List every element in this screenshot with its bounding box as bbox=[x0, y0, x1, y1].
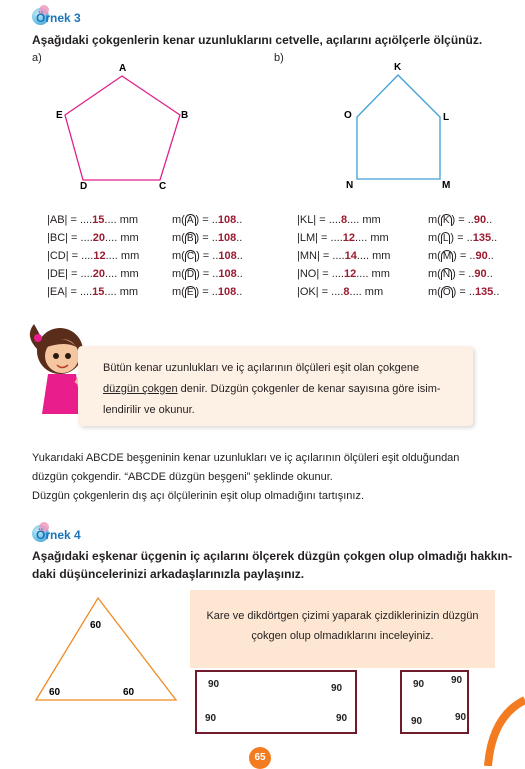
angle-prefix: m( bbox=[172, 214, 185, 226]
fill-dots: .... bbox=[356, 268, 369, 280]
side-value: 12 bbox=[93, 250, 106, 262]
fill-dots: .. bbox=[469, 250, 476, 262]
fill-dots: .... bbox=[356, 250, 370, 262]
angle-letter: C bbox=[186, 251, 195, 262]
side-measure-row bbox=[297, 283, 390, 301]
fill-dots: .... bbox=[347, 214, 360, 226]
fill-dots: .... bbox=[349, 286, 362, 298]
angle-measure-row bbox=[428, 265, 499, 283]
side-measure-row bbox=[297, 247, 390, 265]
angle-measure-row bbox=[428, 283, 499, 301]
example-3-badge bbox=[36, 11, 81, 25]
rectangle-drawing bbox=[195, 670, 357, 734]
side-measure-row bbox=[297, 229, 390, 247]
side-label: |KL| = bbox=[297, 214, 329, 226]
angle-prefix: m( bbox=[172, 232, 185, 244]
fill-dots: .... bbox=[330, 232, 343, 244]
vertex-A: A bbox=[119, 63, 127, 74]
example-4-heading bbox=[32, 547, 512, 583]
fill-dots: .... bbox=[105, 232, 118, 244]
side-unit: mm bbox=[361, 286, 384, 298]
angle-measure-row bbox=[428, 247, 499, 265]
angle-value: 90 bbox=[475, 250, 488, 262]
paragraph-line3: Düzgün çokgenlerin dış açı ölçülerinin eşit olup olmadığını tartışınız. bbox=[32, 490, 365, 502]
angle-letter: L bbox=[442, 233, 449, 244]
angle-suffix: ) = bbox=[195, 286, 212, 298]
angle-value: 108 bbox=[217, 214, 237, 226]
angle-letter: A bbox=[186, 215, 194, 226]
angle-value: 90 bbox=[474, 268, 487, 280]
fill-dots: .... bbox=[328, 214, 341, 226]
angle-suffix: ) = bbox=[453, 250, 470, 262]
example-4-title: Örnek 4 bbox=[36, 528, 81, 542]
vertex-L: L bbox=[443, 112, 450, 123]
fill-dots: .. bbox=[212, 250, 219, 262]
side-value: 12 bbox=[344, 268, 357, 280]
page-number: 65 bbox=[249, 747, 271, 769]
angle-measure-row bbox=[172, 211, 243, 229]
rectangle-angle-4: 90 bbox=[336, 713, 348, 724]
angle-value: 108 bbox=[218, 268, 237, 280]
angle-suffix: ) = bbox=[195, 232, 212, 244]
pentagon-shape bbox=[65, 76, 180, 180]
triangle-angle-top: 60 bbox=[90, 620, 102, 631]
fill-dots: .... bbox=[80, 268, 93, 280]
polygon2-shape bbox=[357, 75, 440, 179]
angle-letter: K bbox=[442, 215, 450, 226]
angle-measure-row bbox=[172, 283, 243, 301]
vertex-D: D bbox=[80, 181, 88, 192]
fill-dots: .. bbox=[236, 250, 243, 262]
fill-dots: .. bbox=[212, 268, 219, 280]
fill-dots: .. bbox=[236, 232, 243, 244]
side-unit: mm bbox=[117, 232, 139, 244]
angle-value: 135 bbox=[474, 286, 494, 298]
square-drawing bbox=[400, 670, 469, 734]
angle-value: 135 bbox=[472, 232, 492, 244]
fill-dots: .... bbox=[331, 268, 344, 280]
angle-prefix: m( bbox=[428, 286, 441, 298]
side-measure-row bbox=[47, 247, 139, 265]
side-value: 12 bbox=[342, 232, 356, 244]
side-unit: mm bbox=[369, 250, 391, 262]
angle-letter: O bbox=[442, 287, 451, 298]
fill-dots: .... bbox=[355, 232, 368, 244]
pentagon-sides-list bbox=[47, 211, 139, 301]
square-angle-4: 90 bbox=[455, 712, 467, 723]
definition-box bbox=[78, 346, 473, 426]
fill-dots: .... bbox=[81, 250, 94, 262]
angle-letter: B bbox=[186, 233, 194, 244]
angle-letter: M bbox=[442, 251, 452, 262]
triangle-shape bbox=[36, 598, 176, 700]
definition-line1: Bütün kenar uzunlukları ve iç açılarının ölçüleri eşit olan çokgene bbox=[103, 362, 420, 374]
vertex-N: N bbox=[346, 180, 354, 191]
definition-term: düzgün çokgen bbox=[103, 383, 178, 395]
angle-measure-row bbox=[172, 265, 243, 283]
fill-dots: .. bbox=[211, 214, 218, 226]
fill-dots: .. bbox=[493, 286, 500, 298]
example-4-badge bbox=[36, 528, 81, 542]
side-label: |MN| = bbox=[297, 250, 333, 262]
side-unit: mm bbox=[116, 286, 139, 298]
fill-dots: .. bbox=[468, 286, 475, 298]
vertex-M: M bbox=[442, 180, 451, 191]
vertex-K: K bbox=[394, 62, 402, 73]
polygon2-figure bbox=[340, 58, 460, 198]
corner-decoration bbox=[478, 694, 525, 766]
side-measure-row bbox=[297, 211, 390, 229]
paragraph-line1: Yukarıdaki ABCDE beşgeninin kenar uzunlukları ve iç açılarının ölçüleri eşit olduğundan bbox=[32, 452, 460, 464]
side-label: |LM| = bbox=[297, 232, 331, 244]
angle-prefix: m( bbox=[172, 286, 185, 298]
square-angle-3: 90 bbox=[411, 716, 423, 727]
definition-line2: denir. Düzgün çokgenler de kenar sayısına göre isim- bbox=[177, 383, 441, 395]
side-unit: mm bbox=[367, 232, 389, 244]
fill-dots: .. bbox=[211, 286, 218, 298]
angle-measure-row bbox=[428, 229, 499, 247]
angle-value: 108 bbox=[217, 286, 237, 298]
fill-dots: .... bbox=[104, 286, 117, 298]
fill-dots: .. bbox=[486, 268, 493, 280]
angle-value: 90 bbox=[473, 214, 487, 226]
angle-suffix: ) = bbox=[450, 232, 467, 244]
triangle-angle-right: 60 bbox=[123, 687, 135, 698]
fill-dots: .... bbox=[331, 286, 344, 298]
fill-dots: .... bbox=[79, 214, 93, 226]
fill-dots: .. bbox=[468, 268, 475, 280]
polygon2-sides-list bbox=[297, 211, 390, 301]
angle-prefix: m( bbox=[172, 268, 185, 280]
square-angle-1: 90 bbox=[413, 679, 425, 690]
fill-dots: .... bbox=[79, 286, 93, 298]
pentagon-angles-list bbox=[172, 211, 243, 301]
angle-prefix: m( bbox=[428, 250, 441, 262]
task-note-text: Kare ve dikdörtgen çizimi yaparak çizdiklerinizin düzgün çokgen olup olmadıklarını inceleyiniz. bbox=[206, 610, 479, 642]
angle-measure-row bbox=[172, 247, 243, 265]
side-value: 14 bbox=[344, 250, 357, 262]
side-value: 8 bbox=[340, 214, 348, 226]
triangle-figure bbox=[30, 592, 185, 707]
rectangle-angle-3: 90 bbox=[205, 713, 217, 724]
side-measure-row bbox=[47, 229, 139, 247]
angle-prefix: m( bbox=[172, 250, 185, 262]
fill-dots: .. bbox=[487, 250, 494, 262]
side-label: |OK| = bbox=[297, 286, 332, 298]
angle-suffix: ) = bbox=[451, 214, 468, 226]
angle-measure-row bbox=[428, 211, 499, 229]
vertex-E: E bbox=[56, 110, 63, 121]
fill-dots: .. bbox=[236, 214, 243, 226]
angle-suffix: ) = bbox=[452, 268, 469, 280]
side-measure-row bbox=[297, 265, 390, 283]
fill-dots: .... bbox=[80, 232, 93, 244]
side-unit: mm bbox=[368, 268, 390, 280]
side-unit: mm bbox=[117, 268, 139, 280]
vertex-O: O bbox=[344, 110, 352, 121]
angle-prefix: m( bbox=[428, 214, 441, 226]
side-label: |BC| = bbox=[47, 232, 81, 244]
angle-measure-row bbox=[172, 229, 243, 247]
fill-dots: .. bbox=[491, 232, 498, 244]
rectangle-angle-1: 90 bbox=[208, 679, 220, 690]
angle-value: 108 bbox=[218, 250, 237, 262]
side-label: |AB| = bbox=[47, 214, 80, 226]
side-label: |DE| = bbox=[47, 268, 81, 280]
angle-suffix: ) = bbox=[452, 286, 469, 298]
fill-dots: .... bbox=[104, 214, 117, 226]
side-measure-row bbox=[47, 211, 139, 229]
side-measure-row bbox=[47, 283, 139, 301]
triangle-angle-left: 60 bbox=[49, 687, 61, 698]
example-4-heading-line2: daki düşüncelerinizi arkadaşlarınızla paylaşınız. bbox=[32, 567, 305, 581]
definition-line3: lendirilir ve okunur. bbox=[103, 404, 195, 416]
fill-dots: .... bbox=[332, 250, 345, 262]
fill-dots: .. bbox=[467, 214, 474, 226]
fill-dots: .... bbox=[105, 268, 118, 280]
polygon2-angles-list bbox=[428, 211, 499, 301]
pentagon-figure bbox=[50, 58, 200, 198]
side-label: |EA| = bbox=[47, 286, 80, 298]
vertex-C: C bbox=[159, 181, 167, 192]
paragraph-line2: düzgün çokgendir. “ABCDE düzgün beşgeni” şeklinde okunur. bbox=[32, 471, 333, 483]
fill-dots: .. bbox=[211, 232, 218, 244]
angle-value: 108 bbox=[217, 232, 237, 244]
side-label: |CD| = bbox=[47, 250, 82, 262]
side-value: 20 bbox=[92, 268, 106, 280]
side-unit: mm bbox=[116, 214, 139, 226]
side-label: |NO| = bbox=[297, 268, 332, 280]
angle-letter: N bbox=[442, 269, 451, 280]
angle-letter: D bbox=[186, 269, 195, 280]
example-3-heading: Aşağıdaki çokgenlerin kenar uzunluklarını cetvelle, açılarını açıölçerle ölçünüz. bbox=[32, 33, 483, 47]
example-3-title: Örnek 3 bbox=[36, 11, 81, 25]
square-angle-2: 90 bbox=[451, 675, 463, 686]
side-value: 20 bbox=[92, 232, 106, 244]
side-measure-row bbox=[47, 265, 139, 283]
side-value: 15 bbox=[92, 286, 105, 298]
angle-suffix: ) = bbox=[196, 250, 213, 262]
fill-dots: .... bbox=[105, 250, 118, 262]
explanation-paragraph bbox=[32, 449, 459, 506]
fill-dots: .. bbox=[486, 214, 493, 226]
side-value: 15 bbox=[92, 214, 105, 226]
fill-dots: .. bbox=[466, 232, 473, 244]
angle-suffix: ) = bbox=[195, 214, 212, 226]
fill-dots: .. bbox=[236, 268, 243, 280]
rectangle-angle-2: 90 bbox=[331, 683, 343, 694]
task-note-box bbox=[190, 590, 495, 668]
vertex-B: B bbox=[181, 110, 189, 121]
angle-prefix: m( bbox=[428, 268, 441, 280]
angle-suffix: ) = bbox=[196, 268, 213, 280]
angle-letter: E bbox=[186, 287, 194, 298]
angle-prefix: m( bbox=[428, 232, 441, 244]
label-b: b) bbox=[274, 52, 284, 64]
label-a: a) bbox=[32, 52, 42, 64]
example-4-heading-line1: Aşağıdaki eşkenar üçgenin iç açılarını ölçerek düzgün çokgen olup olmadığı hakkın- bbox=[32, 549, 513, 563]
side-unit: mm bbox=[359, 214, 381, 226]
fill-dots: .. bbox=[236, 286, 243, 298]
side-unit: mm bbox=[117, 250, 140, 262]
side-value: 8 bbox=[343, 286, 350, 298]
